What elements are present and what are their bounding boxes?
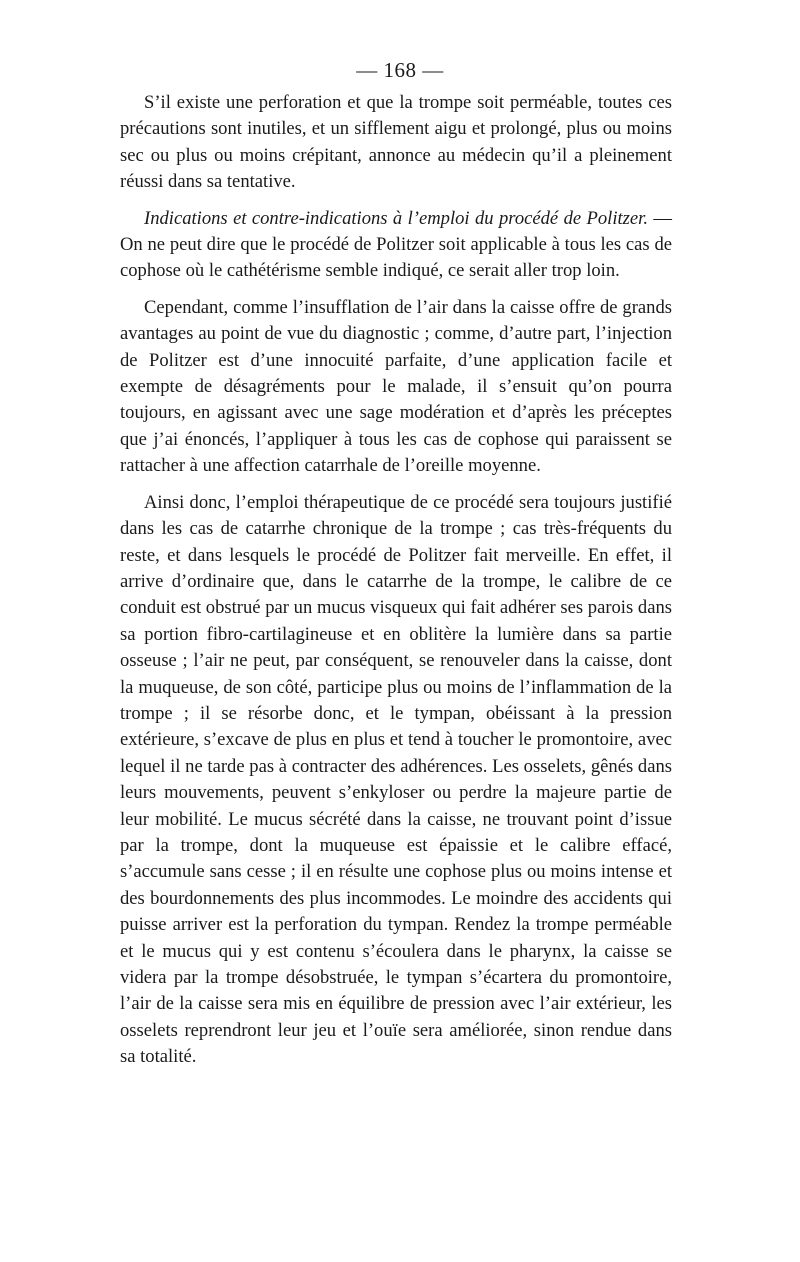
- section-heading: Indications et contre-indications à l’emploi du procédé de Politzer.: [144, 207, 648, 229]
- body-text: [120, 90, 672, 1071]
- paragraph-2: [120, 206, 672, 285]
- paragraph-3: [120, 295, 672, 480]
- paragraph-3-text: Cependant, comme l’insufflation de l’air dans la caisse offre de grands avantages au point de vue du diagnostic ; comme, d’autre part, l’injection de Politzer est d’une innocuité parfaite, d’une application facile et exempte de désagréments pour le malade, il s’ensuit qu’on pourra toujours, en agissant avec une sage modération et d’après les préceptes que j’ai énoncés, l’appliquer à tous les cas de cophose qui paraissent se rattacher à une affection catarrhale de l’oreille moyenne.: [120, 296, 672, 477]
- paragraph-4: [120, 490, 672, 1071]
- paragraph-4-text: Ainsi donc, l’emploi thérapeutique de ce procédé sera toujours justifié dans les cas de catarrhe chronique de la trompe ; cas très-fréquents du reste, et dans lesquels le procédé de Politzer fait merveille. En effet, il arrive d’ordinaire que, dans le catarrhe de la trompe, le calibre de ce conduit est obstrué par un mucus visqueux qui fait adhérer ses parois dans sa portion fibro-cartilagineuse et en oblitère la lumière dans sa partie osseuse ; l’air ne peut, par conséquent, se renouveler dans la caisse, dont la muqueuse, de son côté, participe plus ou moins de l’inflammation de la trompe ; il se résorbe donc, et le tympan, obéissant à la pression extérieure, s’excave de plus en plus et tend à toucher le promontoire, avec lequel il ne tarde pas à contracter des adhérences. Les osselets, gênés dans leurs mouvements, peuvent s’enkyloser ou perdre la majeure partie de leur mobilité. Le mucus sécrété dans la caisse, ne trouvant point d’issue par la trompe, dont la muqueuse est épaissie et le calibre effacé, s’accumule sans cesse ; il en résulte une cophose plus ou moins intense et des bourdonnements des plus incommodes. Le moindre des accidents qui puisse arriver est la perforation du tympan. Rendez la trompe perméable et le mucus qui y est contenu s’écoulera dans le pharynx, la caisse se videra par la trompe désobstruée, le tympan s’écartera du promontoire, l’air de la caisse sera mis en équilibre de pression avec l’air extérieur, les osselets reprendront leur jeu et l’ouïe sera améliorée, sinon rendue dans sa totalité.: [120, 491, 672, 1068]
- paragraph-1-text: S’il existe une perforation et que la trompe soit perméable, toutes ces précautions sont inutiles, et un sifflement aigu et prolongé, plus ou moins sec ou plus ou moins crépitant, annonce au médecin qu’il a pleinement réussi dans sa tentative.: [120, 92, 672, 193]
- page-number: — 168 —: [356, 58, 444, 82]
- paragraph-1: [120, 90, 672, 196]
- paragraph-2-text: — On ne peut dire que le procédé de Politzer soit applicable à tous les cas de cophose où le cathétérisme semble indiqué, ce serait aller trop loin.: [120, 207, 672, 282]
